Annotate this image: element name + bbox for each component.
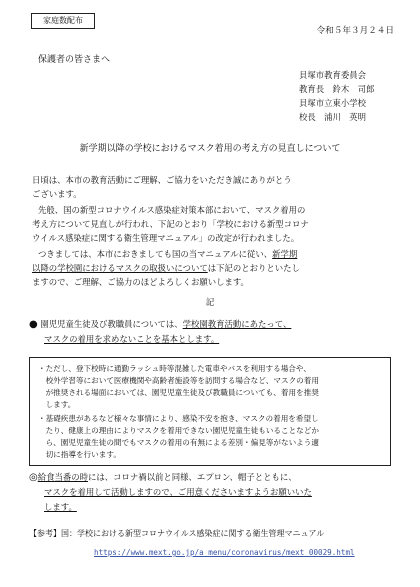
para2-line3: ウイルス感染症に関する衛生管理マニュアル」の改定が行われました。 xyxy=(32,233,300,243)
box-line: が推奨される場面においては、園児児童生徒及び教職員についても、着用を推奨 xyxy=(38,388,319,397)
item2-underline-2: マスクを着用して活動しますので、ご用意くださいますようお願いいた xyxy=(44,487,312,497)
sender-principal: 校長 浦川 英明 xyxy=(299,112,366,122)
document-title: 新学期以降の学校におけるマスク着用の考え方の見直しについて xyxy=(79,144,341,154)
para1-line1: 日頃は、本市の教育活動にご理解、ご協力をいただき誠にありがとう xyxy=(32,175,292,185)
reference-note: 【参考】国：学校における新型コロナウイルス感染症に関する衛生管理マニュアル xyxy=(29,529,325,538)
box-line: します。 xyxy=(38,400,76,409)
addressee: 保護者の皆さまへ xyxy=(38,55,111,65)
item1-line2 xyxy=(44,333,219,346)
para1-line2: ございます。 xyxy=(32,189,82,199)
para3-line1-text: つきましては、本市におきましても国の当マニュアルに従い、 xyxy=(38,249,273,259)
item1-underline-1: 学校園教育活動にあたって、 xyxy=(182,319,292,329)
box-line: ・ただし、登下校時に通勤ラッシュ時等混雑した電車やバスを利用する場合や、 xyxy=(38,364,311,373)
item1-bullet: ● xyxy=(29,319,38,330)
para3-line3: ますので、ご理解、ご協力のほどよろしくお願いします。 xyxy=(32,277,249,287)
sender-superintendent: 教育長 鈴木 司郎 xyxy=(299,84,375,94)
para3-line2 xyxy=(32,262,300,275)
box-line: 切に指導を行います。 xyxy=(38,450,121,459)
box-line: ・基礎疾患があるなど様々な事情により、感染不安を抱き、マスクの着用を希望し xyxy=(38,414,319,423)
distribution-badge: 家庭数配布 xyxy=(31,13,95,29)
item2-bullet: ◎ xyxy=(29,472,38,483)
para3-line1-underline: 新学期 xyxy=(272,249,298,259)
item1-underline-2: マスクの着用を求めないことを基本とします。 xyxy=(44,334,220,344)
para2-line1: 先般、国の新型コロナウイルス感染症対策本部において、マスク着用の xyxy=(38,205,306,215)
para2-line2: 考え方について見直しが行われ、下記のとおり「学校における新型コロナ xyxy=(32,219,309,229)
item2-text: には、コロナ禍以前と同様、エプロン、帽子とともに、 xyxy=(87,472,297,482)
box-line: たり、健康上の理由によりマスクを着用できない園児児童生徒もいることなどか xyxy=(38,426,319,435)
item2-underline-3: します。 xyxy=(44,502,77,512)
item1-line1 xyxy=(29,318,291,331)
sender-org-board: 貝塚市教育委員会 xyxy=(299,70,366,80)
para3-line2-text: は下記のとおりといたし xyxy=(207,263,300,273)
document-date: 令和５年３月２４日 xyxy=(316,26,394,36)
notes-box xyxy=(29,357,391,466)
box-line: 校外学習等において医療機関や高齢者施設等を訪問する場合など、マスクの着用 xyxy=(38,376,319,385)
reference-link[interactable]: https://www.mext.go.jp/a_menu/coronavirus/mext_00029.html xyxy=(94,548,355,557)
sender-org-school: 貝塚市立東小学校 xyxy=(299,98,366,108)
item2-line1 xyxy=(29,471,297,484)
item2-underline-1: 給食当番の時 xyxy=(37,472,88,482)
item1-text: 園児児童生徒及び教職員については、 xyxy=(40,319,183,329)
para3-line1 xyxy=(38,248,297,261)
ki-heading: 記 xyxy=(205,297,215,307)
item2-line2 xyxy=(44,486,312,499)
item2-line3 xyxy=(44,501,77,514)
para3-line2-underline: 以降の学校園におけるマスクの取扱いについて xyxy=(32,263,208,273)
box-line: ら、園児児童生徒の間でもマスクの着用の有無による差別・偏見等がないよう適 xyxy=(38,438,319,447)
